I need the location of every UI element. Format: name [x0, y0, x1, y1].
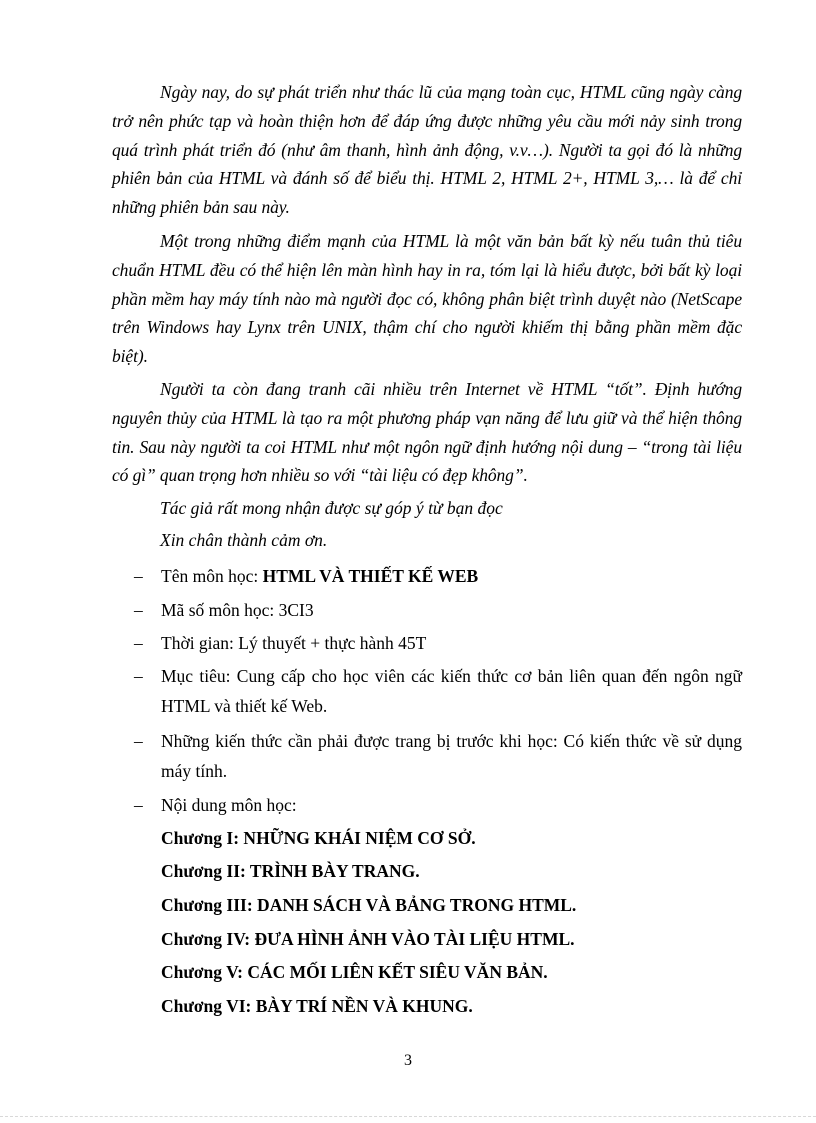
dash-marker: – — [134, 795, 143, 815]
course-code-text: Mã số môn học: 3CI3 — [161, 600, 314, 620]
course-name-value: HTML VÀ THIẾT KẾ WEB — [262, 566, 479, 586]
course-name-text — [161, 561, 742, 591]
course-name-item — [134, 561, 742, 591]
paragraph-html-strengths: Một trong những điểm mạnh của HTML là một văn bản bất kỳ nếu tuân thủ tiêu chuẩn HTML đều có thể hiện lên màn hình hay in ra, tóm lại là hiểu được, bởi bất kỳ loại phần mềm hay máy tính nào mà người đọc có, không phân biệt trình duyệt nào (NetScape trên Windows hay Lynx trên UNIX, thậm chí cho người khiếm thị bằng phần mềm đặc biệt). — [112, 231, 742, 367]
course-objective-text: Mục tiêu: Cung cấp cho học viên các kiến thức cơ bản liên quan đến ngôn ngữ HTML và thiết kế Web. — [161, 666, 742, 716]
chapter-3: Chương III: DANH SÁCH VÀ BẢNG TRONG HTML. — [161, 895, 577, 915]
course-duration-item — [134, 628, 742, 658]
chapter-4: Chương IV: ĐƯA HÌNH ẢNH VÀO TÀI LIỆU HTML. — [161, 929, 575, 949]
closing-feedback-line: Tác giả rất mong nhận được sự góp ý từ bạn đọc — [160, 498, 503, 518]
course-code-item — [134, 595, 742, 625]
page-number: 3 — [404, 1052, 412, 1069]
page-bottom-divider — [0, 1116, 816, 1117]
paragraph-html-evolution: Ngày nay, do sự phát triển như thác lũ của mạng toàn cục, HTML cũng ngày càng trở nên phức tạp và hoàn thiện hơn để đáp ứng được những yêu cầu mới nảy sinh trong quá trình phát triển đó (như âm thanh, hình ảnh động, v.v…). Người ta gọi đó là những phiên bản của HTML và đánh số để biểu thị. HTML 2, HTML 2+, HTML 3,… là để chỉ những phiên bản sau này. — [112, 82, 742, 218]
paragraph-html-debate: Người ta còn đang tranh cãi nhiều trên Internet về HTML “tốt”. Định hướng nguyên thủy của HTML là tạo ra một phương pháp vạn năng để lưu giữ và thể hiện thông tin. Sau này người ta coi HTML như một ngôn ngữ định hướng nội dung – “trong tài liệu có gì” quan trọng hơn nhiều so với “tài liệu có đẹp không”. — [112, 379, 742, 486]
dash-marker: – — [134, 666, 143, 686]
dash-marker: – — [134, 566, 143, 586]
course-name-label: Tên môn học: — [161, 566, 263, 586]
dash-marker: – — [134, 633, 143, 653]
dash-marker: – — [134, 600, 143, 620]
chapter-5: Chương V: CÁC MỐI LIÊN KẾT SIÊU VĂN BẢN. — [161, 962, 548, 982]
course-content-label: Nội dung môn học: — [161, 795, 297, 815]
course-prerequisites-item — [134, 726, 742, 786]
chapter-6: Chương VI: BÀY TRÍ NỀN VÀ KHUNG. — [161, 996, 473, 1016]
course-duration-text: Thời gian: Lý thuyết + thực hành 45T — [161, 633, 427, 653]
course-objective-item — [134, 661, 742, 721]
course-content-item — [134, 790, 742, 820]
course-prerequisites-text: Những kiến thức cần phải được trang bị trước khi học: Có kiến thức về sử dụng máy tính. — [161, 731, 742, 781]
chapter-1: Chương I: NHỮNG KHÁI NIỆM CƠ SỞ. — [161, 828, 476, 848]
chapter-2: Chương II: TRÌNH BÀY TRANG. — [161, 861, 420, 881]
closing-thanks-line: Xin chân thành cảm ơn. — [160, 530, 328, 550]
dash-marker: – — [134, 731, 143, 751]
